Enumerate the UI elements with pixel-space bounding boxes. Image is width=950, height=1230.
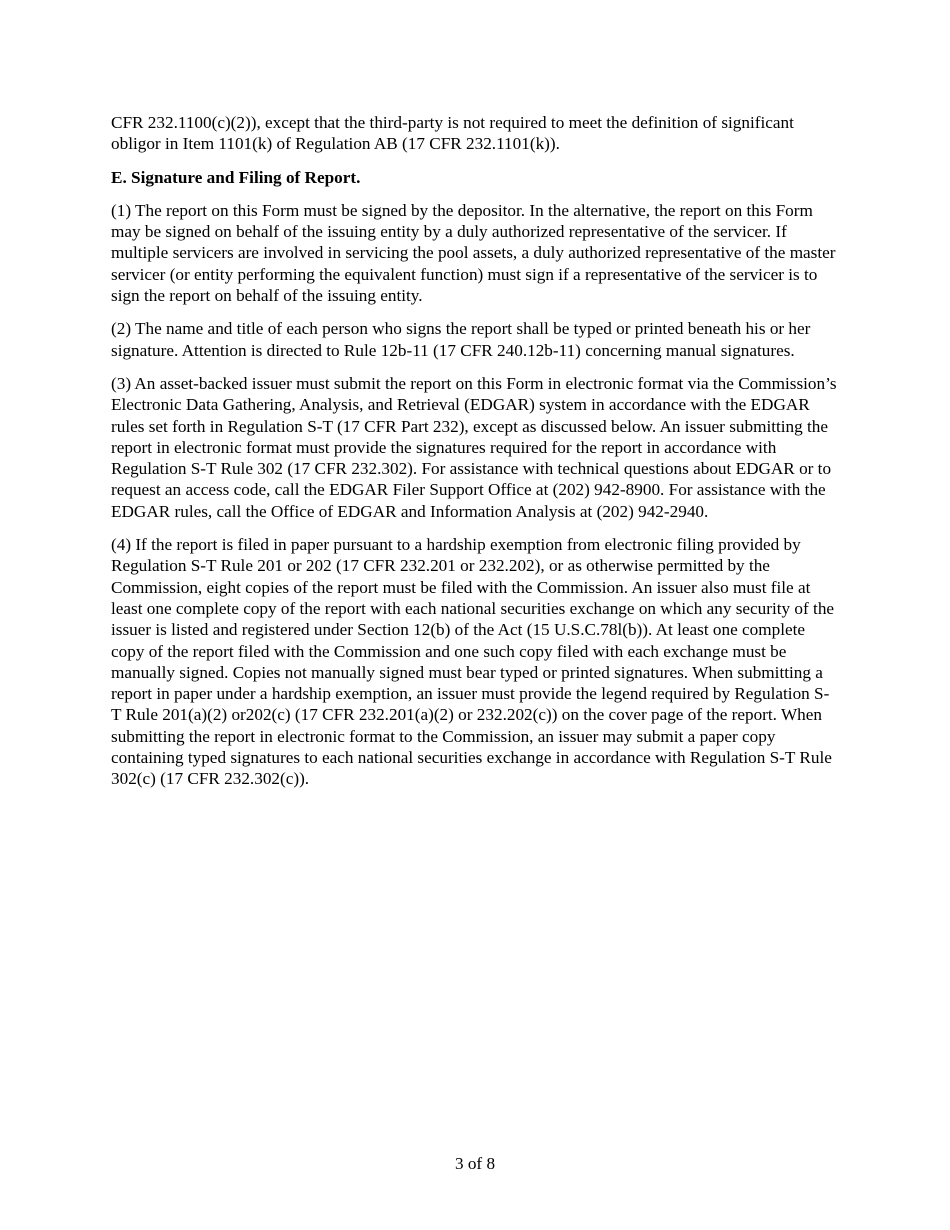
intro-paragraph: CFR 232.1100(c)(2)), except that the third-party is not required to meet the definition of significant obligor in Item 1101(k) of Regulation AB (17 CFR 232.1101(k)). [111,113,794,154]
section-heading: E. Signature and Filing of Report. [111,167,361,187]
page-number: 3 of 8 [454,1154,496,1173]
paragraph-4: (4) If the report is filed in paper pursuant to a hardship exemption from electronic filing provided by Regulation S-T Rule 201 or 202 (17 CFR 232.201 or 232.202), or as otherwise permitted by the Commission, eight copies of the report must be filed with the Commission. An issuer also must file at least one complete copy of the report with each national securities exchange on which any security of the issuer is listed and registered under Section 12(b) of the Act (15 U.S.C.78l(b)). At least one complete copy of the report filed with the Commission and one such copy filed with each exchange must be manually signed. Copies not manually signed must bear typed or printed signatures. When submitting a report in paper under a hardship exemption, an issuer must provide the legend required by Regulation S-T Rule 201(a)(2) or202(c) (17 CFR 232.201(a)(2) or 232.202(c)) on the cover page of the report. When submitting the report in electronic format to the Commission, an issuer may submit a paper copy containing typed signatures to each national securities exchange in accordance with Regulation S-T Rule 302(c) (17 CFR 232.302(c)). [111,535,835,789]
paragraph-3: (3) An asset-backed issuer must submit the report on this Form in electronic format via the Commission’s Electronic Data Gathering, Analysis, and Retrieval (EDGAR) system in accordance with the EDGAR rules set forth in Regulation S-T (17 CFR Part 232), except as discussed below. An issuer submitting the report in electronic format must provide the signatures required for the report in accordance with Regulation S-T Rule 302 (17 CFR 232.302). For assistance with technical questions about EDGAR or to request an access code, call the EDGAR Filer Support Office at (202) 942-8900. For assistance with the EDGAR rules, call the Office of EDGAR and Information Analysis at (202) 942-2940. [111,373,837,521]
document-body [111,112,839,802]
paragraph-1: (1) The report on this Form must be signed by the depositor. In the alternative, the report on this Form may be signed on behalf of the issuing entity by a duly authorized representative of the servicer. If multiple servicers are involved in servicing the pool assets, a duly authorized representative of the master servicer (or entity performing the equivalent function) must sign if a representative of the servicer is to sign the report on behalf of the issuing entity. [111,200,836,306]
paragraph-2: (2) The name and title of each person who signs the report shall be typed or printed beneath his or her signature. Attention is directed to Rule 12b-11 (17 CFR 240.12b-11) concerning manual signatures. [111,319,811,360]
